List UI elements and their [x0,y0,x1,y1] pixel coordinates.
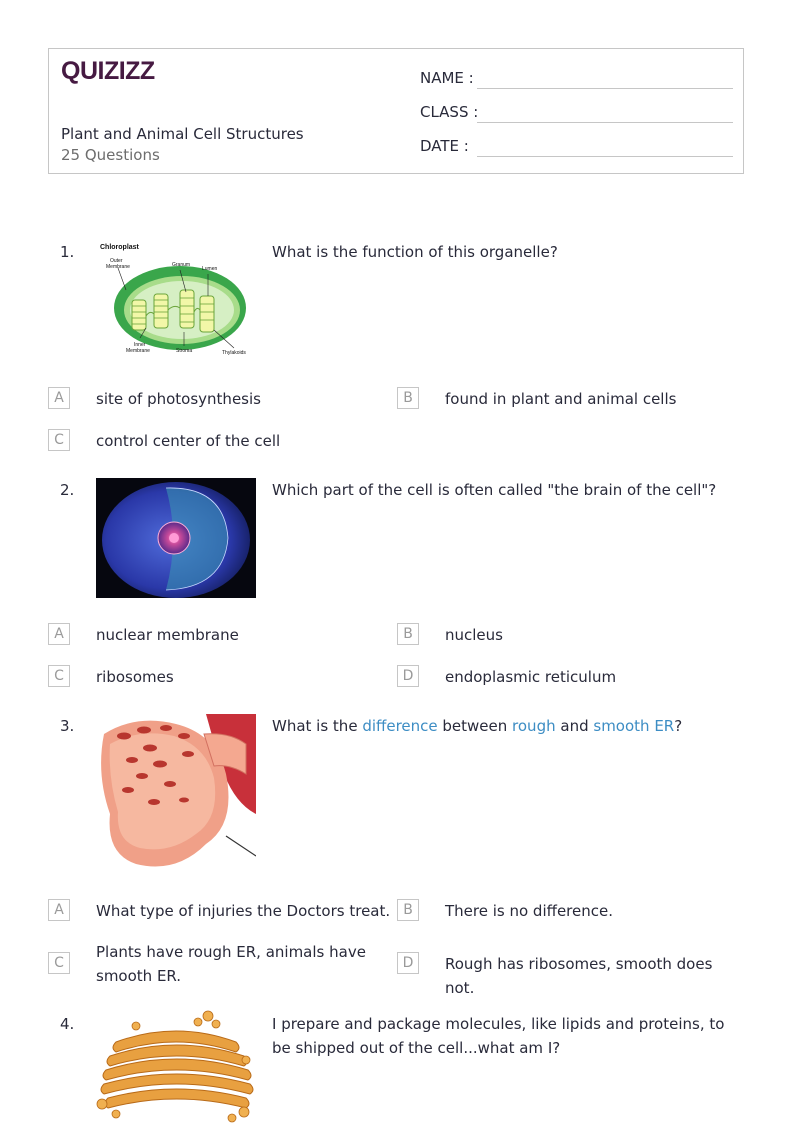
question-text: Which part of the cell is often called "the brain of the cell"? [272,481,717,499]
option-text: control center of the cell [96,432,281,450]
option-letter: D [397,665,419,687]
option-text: What type of injuries the Doctors treat. [96,902,391,920]
logo-text: QUIZIZZ [61,57,155,85]
highlight-smooth-er: smooth ER [593,717,675,735]
thylakoids-label: Thylakoids [222,350,246,356]
lumen-label: Lumen [202,266,218,272]
question-number: 2. [60,481,75,499]
name-label: NAME : [420,69,474,87]
option-letter: A [48,387,70,409]
option-letter: B [397,387,419,409]
question-number: 1. [60,243,75,261]
option-text: Plants have rough ER, animals have smooth ER. [96,943,366,985]
option-letter: A [48,623,70,645]
question-number: 4. [60,1015,75,1033]
option-text: ribosomes [96,668,174,686]
granum-label: Granum [172,262,191,268]
text-segment: ? [674,717,683,735]
chloroplast-image [96,240,256,360]
svg-text:Inner: Inner [134,342,146,348]
option-text: Rough has ribosomes, smooth does not. [445,955,713,997]
svg-text:Membrane: Membrane [106,264,130,270]
question-number: 3. [60,717,75,735]
highlight-rough: rough [512,717,556,735]
name-line[interactable] [477,88,733,89]
option-letter: D [397,952,419,974]
svg-text:Outer: Outer [110,258,123,264]
option-text: found in plant and animal cells [445,390,677,408]
highlight-difference: difference [362,717,438,735]
golgi-apparatus-image [96,1008,256,1123]
nucleus-image [96,478,256,598]
option-letter: C [48,429,70,451]
text-segment: and [555,717,594,735]
option-letter: C [48,665,70,687]
question-text: I prepare and package molecules, like lipids and proteins, to be shipped out of the cell...what am I? [272,1015,725,1057]
option-letter: A [48,899,70,921]
option-text: site of photosynthesis [96,390,261,408]
question-count: 25 Questions [61,146,160,164]
class-line[interactable] [477,122,733,123]
svg-text:Membrane: Membrane [126,348,150,354]
option-letter: C [48,952,70,974]
worksheet-title: Plant and Animal Cell Structures [61,125,304,143]
chloroplast-title: Chloroplast [100,244,139,251]
option-text: endoplasmic reticulum [445,668,617,686]
endoplasmic-reticulum-image [96,714,256,834]
question-text: What is the function of this organelle? [272,243,558,261]
quizizz-logo [61,57,153,89]
text-segment: between [437,717,513,735]
option-letter: B [397,899,419,921]
date-label: DATE : [420,137,469,155]
option-text: nuclear membrane [96,626,239,644]
class-label: CLASS : [420,103,479,121]
question-text [272,714,742,738]
option-letter: B [397,623,419,645]
option-text: nucleus [445,626,503,644]
stroma-label: Stroma [176,348,193,354]
option-text: There is no difference. [445,902,614,920]
worksheet-header [48,48,744,174]
text-segment: What is the [272,717,363,735]
date-line[interactable] [477,156,733,157]
